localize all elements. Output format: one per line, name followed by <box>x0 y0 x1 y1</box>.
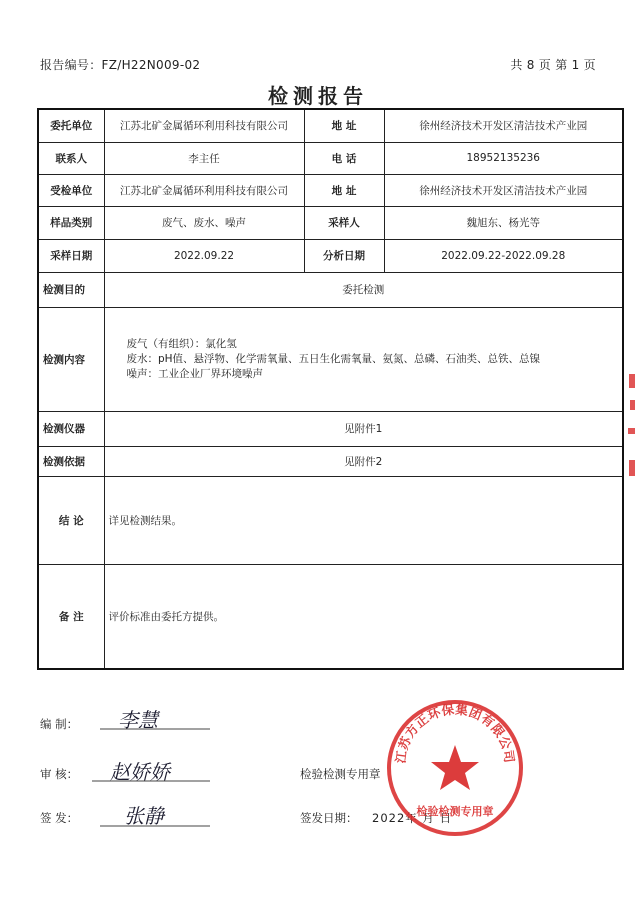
sampling-date-label: 采样日期 <box>38 239 104 272</box>
client-address-label: 地 址 <box>304 109 384 142</box>
report-number: 报告编号：FZ/H22N009-02 <box>40 58 201 72</box>
report-table <box>37 108 624 670</box>
table-row <box>38 174 623 206</box>
reviewer-underline <box>92 778 210 784</box>
content-line: 废水：pH值、悬浮物、化学需氧量、五日生化需氧量、氨氮、总磷、石油类、总铁、总镍 <box>126 352 541 365</box>
table-row <box>38 564 623 669</box>
conclusion-label: 结 论 <box>38 476 104 564</box>
phone-label: 电 话 <box>304 142 384 174</box>
sampler-value: 魏旭东、杨光等 <box>384 206 623 239</box>
phone-value: 18952135236 <box>384 142 623 174</box>
seal-bottom-text: 检验检测专用章 <box>416 805 494 818</box>
contact-value: 李主任 <box>104 142 304 174</box>
sampler-label: 采样人 <box>304 206 384 239</box>
table-row <box>38 307 623 411</box>
analysis-date-label: 分析日期 <box>304 239 384 272</box>
company-seal <box>384 697 526 839</box>
remark-value: 评价标准由委托方提供。 <box>104 564 623 669</box>
sampling-date-value: 2022.09.22 <box>104 239 304 272</box>
editor-underline <box>100 726 210 732</box>
analysis-date-value: 2022.09.22-2022.09.28 <box>384 239 623 272</box>
basis-value: 见附件2 <box>104 446 623 476</box>
reviewer-signature: 赵娇娇 <box>110 760 170 784</box>
purpose-value: 委托检测 <box>104 272 623 307</box>
content-line: 废气（有组织）：氯化氢 <box>126 337 237 350</box>
reviewer-label: 审 核： <box>40 767 79 781</box>
seal-note: 检验检测专用章 <box>300 767 381 781</box>
sample-type-label: 样品类别 <box>38 206 104 239</box>
table-row <box>38 446 623 476</box>
client-address-value: 徐州经济技术开发区清洁技术产业园 <box>384 109 623 142</box>
instrument-value: 见附件1 <box>104 411 623 446</box>
conclusion-value: 详见检测结果。 <box>104 476 623 564</box>
table-row <box>38 272 623 307</box>
approver-label: 签 发： <box>40 811 79 825</box>
inspected-unit-label: 受检单位 <box>38 174 104 206</box>
issue-date-value: 2022年 月 日 <box>372 811 453 825</box>
inspected-address-label: 地 址 <box>304 174 384 206</box>
content-line: 噪声：工业企业厂界环境噪声 <box>126 367 263 380</box>
table-row <box>38 206 623 239</box>
seal-org-text: 江苏方正环保集团有限公司 <box>392 701 518 765</box>
client-value: 江苏北矿金属循环利用科技有限公司 <box>104 109 304 142</box>
table-row <box>38 411 623 446</box>
content-label: 检测内容 <box>38 307 104 411</box>
page-count: 共 8 页 第 1 页 <box>510 58 596 72</box>
edge-seal-fragment <box>624 370 636 500</box>
seal-stamp <box>384 697 526 839</box>
approver-underline <box>100 823 210 829</box>
table-row <box>38 142 623 174</box>
inspected-address-value: 徐州经济技术开发区清洁技术产业园 <box>384 174 623 206</box>
purpose-label: 检测目的 <box>38 272 104 307</box>
page-title: 检测报告 <box>268 84 368 108</box>
client-label: 委托单位 <box>38 109 104 142</box>
remark-label: 备 注 <box>38 564 104 669</box>
inspected-unit-value: 江苏北矿金属循环利用科技有限公司 <box>104 174 304 206</box>
issue-date-label: 签发日期： <box>300 811 358 825</box>
editor-label: 编 制： <box>40 717 79 731</box>
sample-type-value: 废气、废水、噪声 <box>104 206 304 239</box>
content-value <box>104 307 623 411</box>
instrument-label: 检测仪器 <box>38 411 104 446</box>
approver-signature: 张静 <box>124 804 164 828</box>
table-row <box>38 239 623 272</box>
seal-star-icon <box>431 745 479 790</box>
editor-signature: 李慧 <box>118 708 158 732</box>
table-row <box>38 109 623 142</box>
basis-label: 检测依据 <box>38 446 104 476</box>
contact-label: 联系人 <box>38 142 104 174</box>
table-row <box>38 476 623 564</box>
